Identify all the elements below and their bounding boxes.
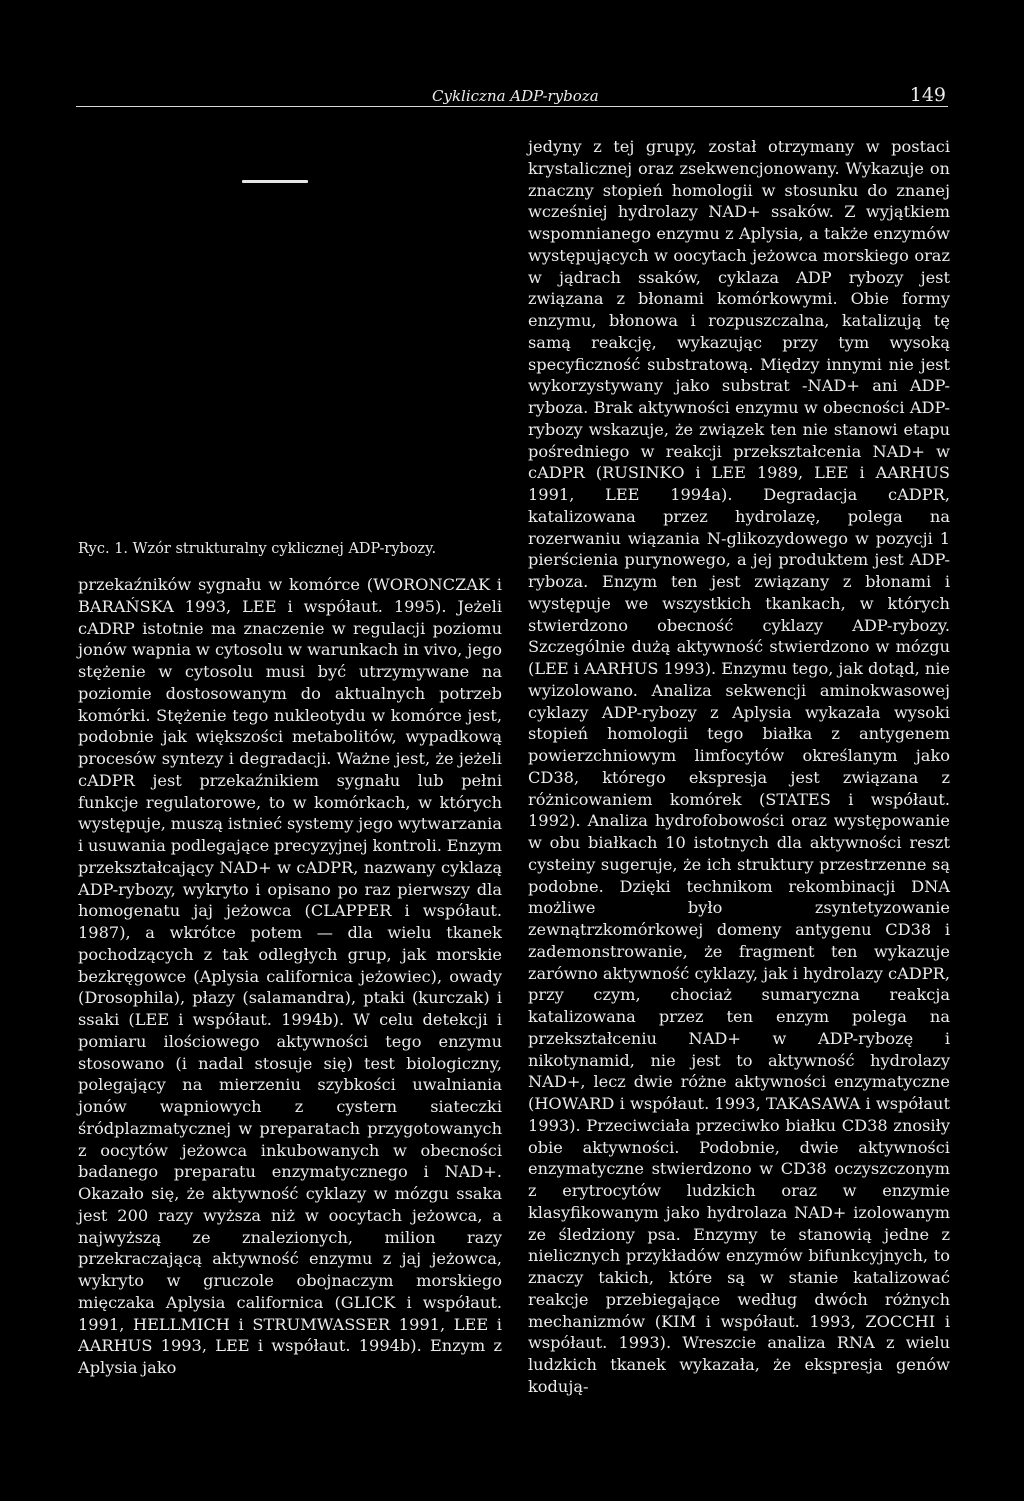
- header-rule: [76, 106, 948, 107]
- running-title: Cykliczna ADP-ryboza: [432, 87, 599, 105]
- text-column-left: [78, 574, 502, 1379]
- page-number: 149: [909, 84, 946, 106]
- figure-caption: Ryc. 1. Wzór strukturalny cyklicznej ADP-rybozy.: [78, 541, 437, 557]
- figure-structure-fragment: [242, 180, 308, 183]
- body-text-right: jedyny z tej grupy, został otrzymany w postaci krystalicznej oraz zsekwencjonowany. Wykazuje on znaczny stopień homologii w stosunku do znanej wcześniej hydrolazy NAD+ ssaków. Z wyjątkiem wspomnianego enzymu z Aplysia, a także enzymów występujących w oocytach jeżowca morskiego oraz w jądrach ssaków, cyklaza ADP rybozy jest związana z błonami komórkowymi. Obie formy enzymu, błonowa i rozpuszczalna, katalizują tę samą reakcję, wykazując przy tym wysoką specyficzność substratową. Między innymi nie jest wykorzystywany jako substrat -NAD+ ani ADP-ryboza. Brak aktywności enzymu w obecności ADP-rybozy wskazuje, że związek ten nie stanowi etapu pośredniego w reakcji przekształcenia NAD+ w cADPR (RUSINKO i LEE 1989, LEE i AARHUS 1991, LEE 1994a). Degradacja cADPR, katalizowana przez hydrolazę, polega na rozerwaniu wiązania N-glikozydowego w pozycji 1 pierścienia purynowego, a jej produktem jest ADP-ryboza. Enzym ten jest związany z błonami i występuje we wszystkich tkankach, w których stwierdzono obecność cyklazy ADP-rybozy. Szczególnie dużą aktywność stwierdzono w mózgu (LEE i AARHUS 1993). Enzymu tego, jak dotąd, nie wyizolowano. Analiza sekwencji aminokwasowej cyklazy ADP-rybozy z Aplysia wykazała wysoki stopień homologii tego białka z antygenem powierzchniowym limfocytów określanym jako CD38, którego ekspresja jest związana z różnicowaniem komórek (STATES i współaut. 1992). Analiza hydrofobowości oraz występowanie w obu białkach 10 istotnych dla aktywności reszt cysteiny sugeruje, że ich struktury przestrzenne są podobne. Dzięki technikom rekombinacji DNA możliwe było zsyntetyzowanie zewnątrzkomórkowej domeny antygenu CD38 i zademonstrowanie, że fragment ten wykazuje zarówno aktywność cyklazy, jak i hydrolazy cADPR, przy czym, chociaż sumaryczna reakcja katalizowana przez ten enzym polega na przekształceniu NAD+ w ADP-rybozę i nikotynamid, nie jest to aktywność hydrolazy NAD+, lecz dwie różne aktywności enzymatyczne (HOWARD i współaut. 1993, TAKASAWA i współaut 1993). Przeciwciała przeciwko białku CD38 znosiły obie aktywności. Podobnie, dwie aktywności enzymatyczne stwierdzono w CD38 oczyszczonym z erytrocytów ludzkich oraz w enzymie klasyfikowanym jako hydrolaza NAD+ izolowanym ze śledziony psa. Enzymy te stanowią jedne z nielicznych przykładów enzymów bifunkcyjnych, to znaczy takich, które są w stanie katalizować reakcje przebiegające według dwóch różnych mechanizmów (KIM i współaut. 1993, ZOCCHI i współaut. 1993). Wreszcie analiza RNA z wielu ludzkich tkanek wykazała, że ekspresja genów kodują-: [528, 137, 950, 1396]
- running-header: [432, 84, 948, 108]
- body-text-left: przekaźników sygnału w komórce (WORONCZAK i BARAŃSKA 1993, LEE i współaut. 1995). Jeżeli cADRP istotnie ma znaczenie w regulacji poziomu jonów wapnia w cytosolu w warunkach in vivo, jego stężenie w cytosolu musi być utrzymywane na poziomie dostosowanym do aktualnych potrzeb komórki. Stężenie tego nukleotydu w komórce jest, podobnie jak większości metabolitów, wypadkową procesów syntezy i degradacji. Ważne jest, że jeżeli cADPR jest przekaźnikiem sygnału lub pełni funkcje regulatorowe, to w komórkach, w których występuje, muszą istnieć systemy jego wytwarzania i usuwania podlegające precyzyjnej kontroli. Enzym przekształcający NAD+ w cADPR, nazwany cyklazą ADP-rybozy, wykryto i opisano po raz pierwszy dla homogenatu jaj jeżowca (CLAPPER i współaut. 1987), a wkrótce potem — dla wielu tkanek pochodzących z tak odległych grup, jak morskie bezkręgowce (Aplysia californica jeżowiec), owady (Drosophila), płazy (salamandra), ptaki (kurczak) i ssaki (LEE i współaut. 1994b). W celu detekcji i pomiaru ilościowego aktywności tego enzymu stosowano (i nadal stosuje się) test biologiczny, polegający na mierzeniu szybkości uwalniania jonów wapniowych z cystern siateczki śródplazmatycznej w preparatach przygotowanych z oocytów jeżowca inkubowanych w obecności badanego preparatu enzymatycznego i NAD+. Okazało się, że aktywność cyklazy w mózgu ssaka jest 200 razy wyższa niż w oocytach jeżowca, a najwyższą ze znalezionych, milion razy przekraczającą aktywność enzymu z jaj jeżowca, wykryto w gruczole obojnaczym morskiego mięczaka Aplysia californica (GLICK i współaut. 1991, HELLMICH i STRUMWASSER 1991, LEE i AARHUS 1993, LEE i współaut. 1994b). Enzym z Aplysia jako: [78, 575, 502, 1377]
- text-column-right: [528, 136, 950, 1398]
